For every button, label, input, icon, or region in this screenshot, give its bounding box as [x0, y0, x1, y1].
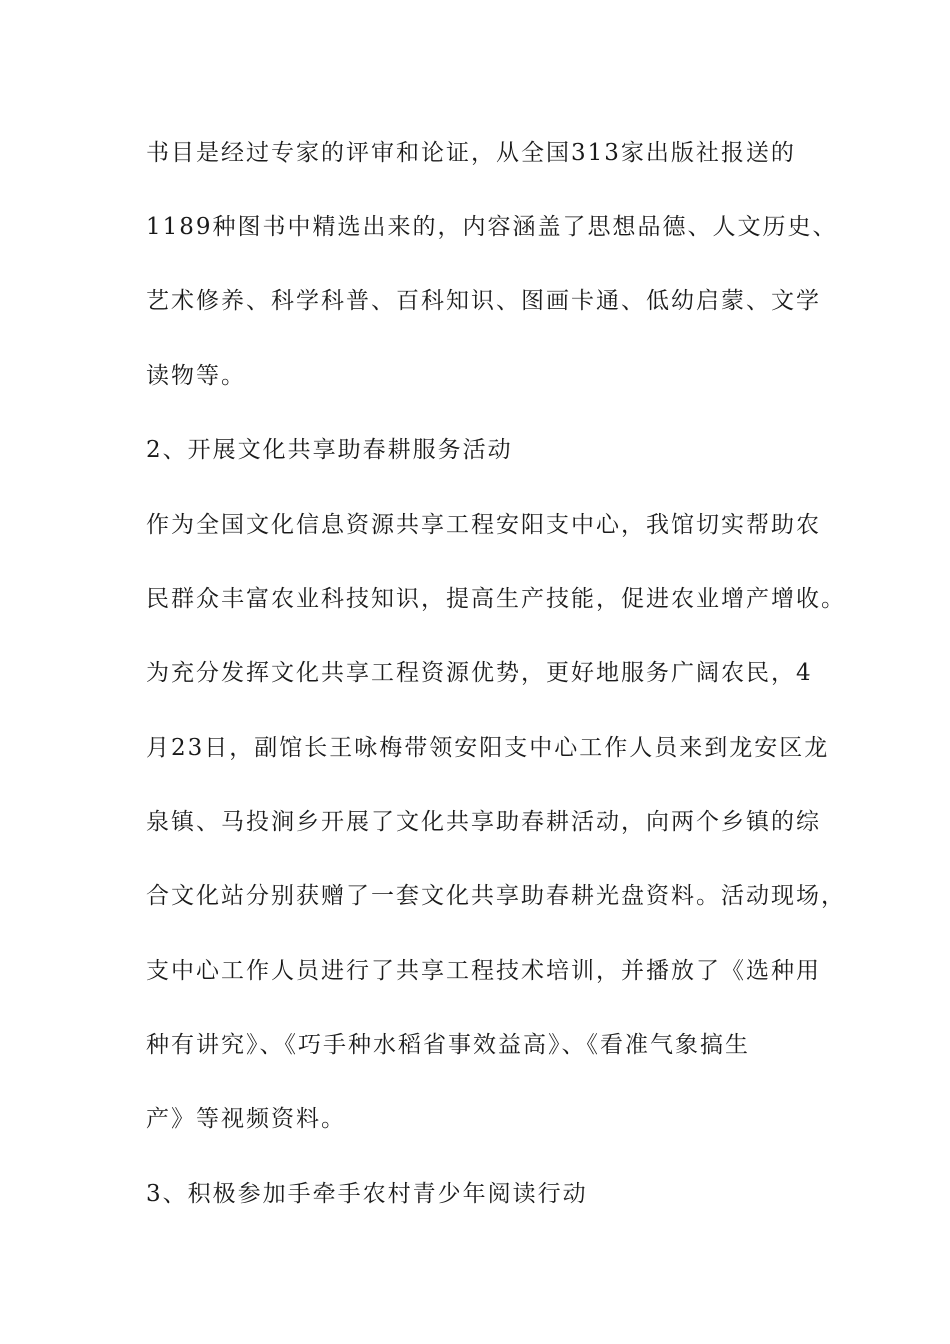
paragraph-line: 民群众丰富农业科技知识，提高生产技能，促进农业增产增收。: [146, 586, 846, 612]
section-heading: 2、开展文化共享助春耕服务活动: [146, 437, 513, 463]
section-heading: 3、积极参加手牵手农村青少年阅读行动: [146, 1181, 588, 1207]
paragraph-line: 泉镇、马投涧乡开展了文化共享助春耕活动，向两个乡镇的综: [146, 809, 821, 835]
paragraph-line: 月23日，副馆长王咏梅带领安阳支中心工作人员来到龙安区龙: [146, 735, 830, 761]
paragraph-line: 种有讲究》、《巧手种水稻省事效益高》、《看准气象搞生: [146, 1032, 750, 1058]
paragraph-line: 合文化站分别获赠了一套文化共享助春耕光盘资料。活动现场，: [146, 883, 846, 909]
paragraph-line: 支中心工作人员进行了共享工程技术培训，并播放了《选种用: [146, 958, 821, 984]
paragraph-line: 产》等视频资料。: [146, 1106, 346, 1132]
paragraph-line: 艺术修养、科学科普、百科知识、图画卡通、低幼启蒙、文学: [146, 288, 821, 314]
paragraph-line: 1189种图书中精选出来的，内容涵盖了思想品德、人文历史、: [146, 214, 838, 240]
paragraph-line: 为充分发挥文化共享工程资源优势，更好地服务广阔农民，4: [146, 660, 813, 686]
paragraph-line: 读物等。: [146, 363, 246, 389]
paragraph-line: 书目是经过专家的评审和论证，从全国313家出版社报送的: [146, 140, 796, 166]
paragraph-line: 作为全国文化信息资源共享工程安阳支中心，我馆切实帮助农: [146, 512, 821, 538]
